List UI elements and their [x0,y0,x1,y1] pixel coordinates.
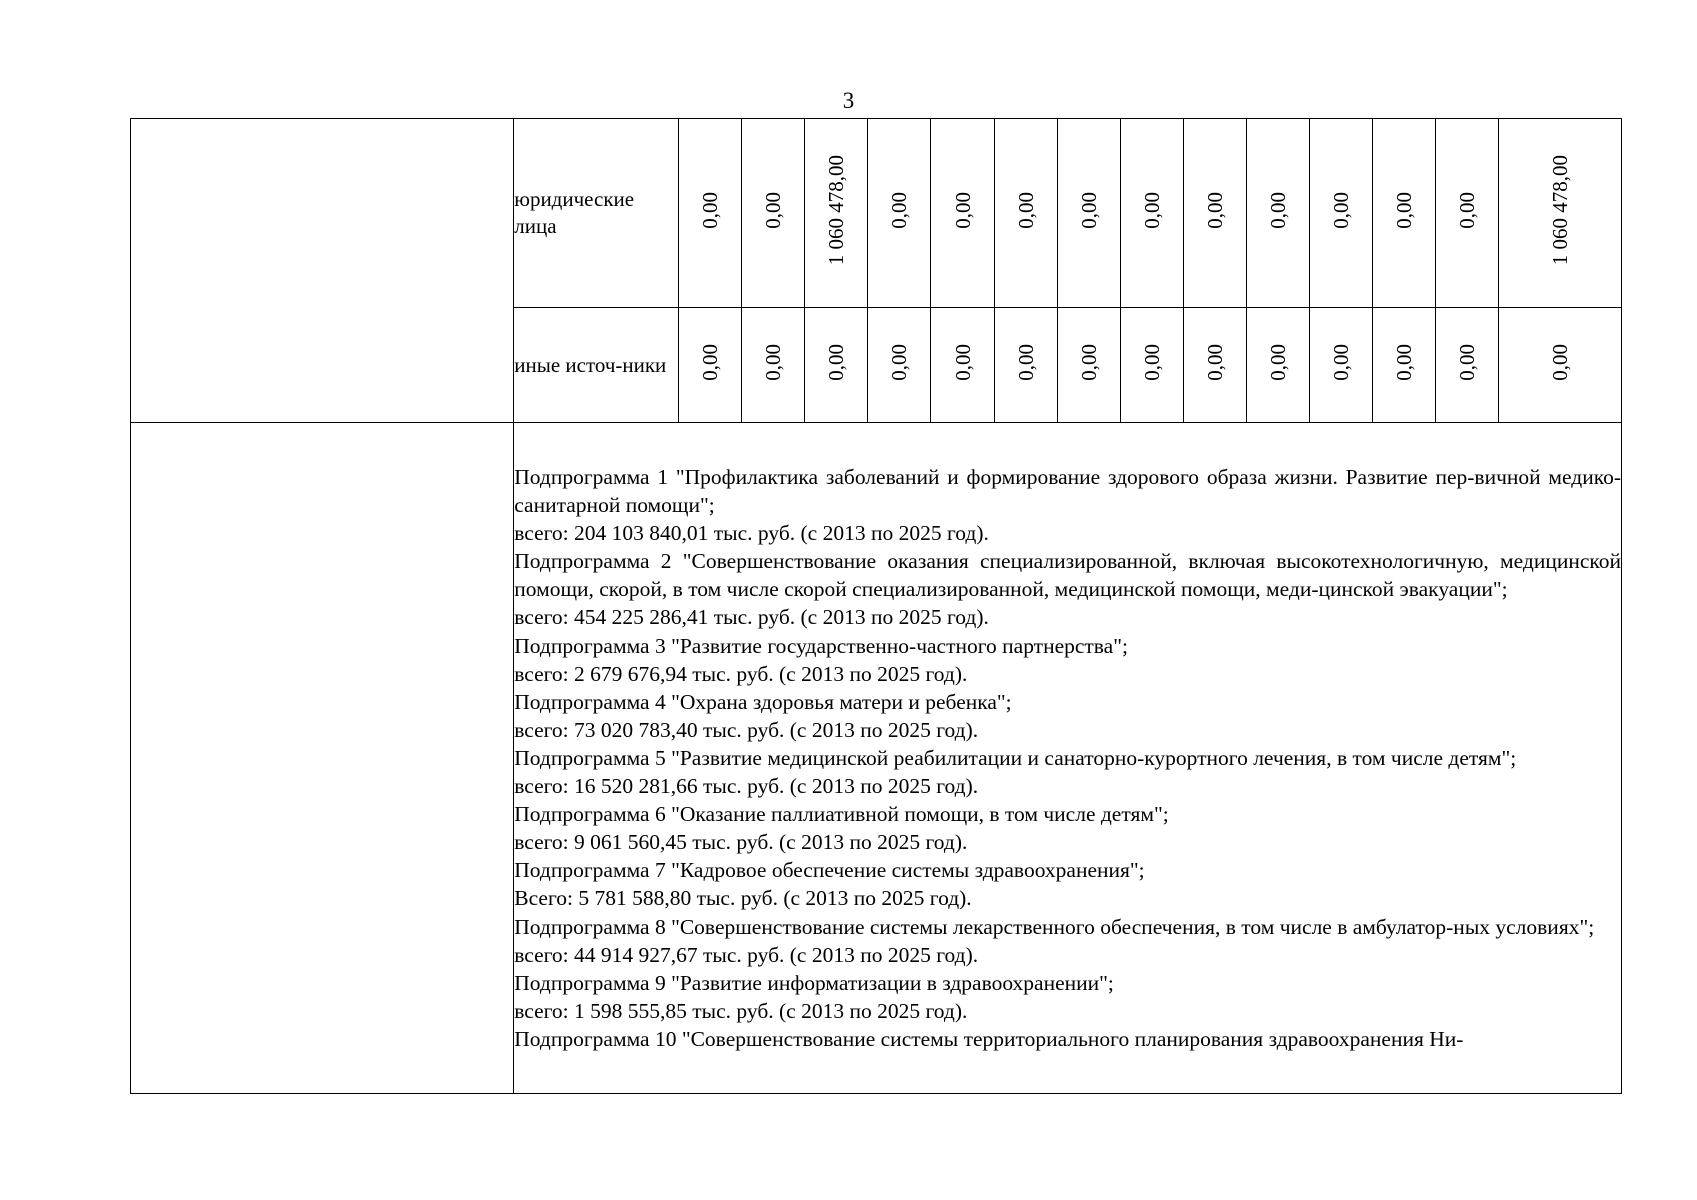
funding-value: 0,00 [1013,192,1038,229]
funding-value: 0,00 [824,344,849,381]
subprogram-title: Подпрограмма 3 "Развитие государственно-частного партнерства"; [514,633,1128,658]
subprogram-title: Подпрограмма 2 "Совершенствование оказания специализированной, включая высокотехнологичную, медицинской помощи, скорой, в том числе скорой специализированной, медицинской помощи, меди-цинской эвакуации"; [514,549,1621,602]
funding-value-cell [1309,308,1372,423]
funding-value: 0,00 [1076,192,1101,229]
subprogram-title: Подпрограмма 8 "Совершенствование системы лекарственного обеспечения, в том числе в амбулатор-ных условиях"; [514,914,1595,939]
funding-value: 0,00 [887,192,912,229]
subprogram-total: всего: 2 679 676,94 тыс. руб. (с 2013 по 2025 год). [514,661,968,686]
funding-value-cell [1120,308,1183,423]
funding-value-cell [1435,308,1498,423]
funding-total-cell [1498,119,1621,308]
row-header-cell [131,119,514,423]
funding-value: 0,00 [1391,344,1416,381]
funding-value-cell [805,308,868,423]
funding-value: 0,00 [1076,344,1101,381]
funding-value: 1 060 478,00 [824,155,849,266]
funding-value-cell [931,119,994,308]
program-funding-table [130,118,1622,1094]
funding-value: 0,00 [887,344,912,381]
subprogram-title: Подпрограмма 1 "Профилактика заболеваний и формирование здорового образа жизни. Развитие пер-вичной медико-санитарной помощи"; [514,465,1621,518]
funding-value-cell [868,119,931,308]
funding-value: 0,00 [950,192,975,229]
funding-value-cell [994,119,1057,308]
subprogram-total: всего: 16 520 281,66 тыс. руб. (с 2013 по 2025 год). [514,774,979,799]
funding-value-cell [1183,119,1246,308]
funding-value: 0,00 [1265,344,1290,381]
subprogram-total: всего: 1 598 555,85 тыс. руб. (с 2013 по 2025 год). [514,998,968,1023]
funding-total-cell [1498,308,1621,423]
funding-value: 0,00 [1202,192,1227,229]
subprogram-title: Подпрограмма 10 "Совершенствование системы территориального планирования здравоохранения Ни- [514,1026,1464,1051]
funding-source-label: юридические лица [514,119,679,308]
subprogram-title: Подпрограмма 4 "Охрана здоровья матери и ребенка"; [514,689,1012,714]
funding-value-cell [805,119,868,308]
funding-value: 0,00 [1139,192,1164,229]
funding-value-cell [1246,119,1309,308]
funding-value-cell [1183,308,1246,423]
funding-value-cell [679,119,742,308]
funding-value: 0,00 [1454,344,1479,381]
funding-value-cell [1120,119,1183,308]
funding-value-cell [1309,119,1372,308]
funding-value-cell [679,308,742,423]
funding-value-cell [1057,119,1120,308]
row-header-cell [131,423,514,1094]
funding-value-cell [1372,308,1435,423]
funding-value: 0,00 [1454,192,1479,229]
page-number: 3 [842,88,855,113]
funding-value-cell [1057,308,1120,423]
funding-row-legal-entities [131,119,1622,308]
subprogram-total: Всего: 5 781 588,80 тыс. руб. (с 2013 по 2025 год). [514,886,972,911]
funding-total: 1 060 478,00 [1547,155,1572,266]
funding-value: 0,00 [1328,192,1353,229]
funding-value-cell [994,308,1057,423]
funding-value: 0,00 [1265,192,1290,229]
funding-value-cell [1246,308,1309,423]
subprogram-total: всего: 44 914 927,67 тыс. руб. (с 2013 по 2025 год). [514,942,979,967]
subprogram-total: всего: 9 061 560,45 тыс. руб. (с 2013 по 2025 год). [514,830,968,855]
funding-value-cell [742,308,805,423]
funding-value: 0,00 [698,192,723,229]
funding-value: 0,00 [1391,192,1416,229]
subprograms-row [131,423,1622,1094]
funding-value-cell [1372,119,1435,308]
funding-value-cell [742,119,805,308]
subprogram-title: Подпрограмма 7 "Кадровое обеспечение системы здравоохранения"; [514,858,1145,883]
subprogram-total: всего: 204 103 840,01 тыс. руб. (с 2013 по 2025 год). [514,521,989,546]
funding-value: 0,00 [950,344,975,381]
subprogram-total: всего: 73 020 783,40 тыс. руб. (с 2013 по 2025 год). [514,717,979,742]
funding-value: 0,00 [1013,344,1038,381]
funding-value: 0,00 [1139,344,1164,381]
funding-value: 0,00 [761,192,786,229]
funding-source-label: иные источ-ники [514,308,679,423]
funding-value: 0,00 [698,344,723,381]
subprogram-title: Подпрограмма 6 "Оказание паллиативной помощи, в том числе детям"; [514,802,1169,827]
funding-value-cell [1435,119,1498,308]
funding-value: 0,00 [761,344,786,381]
funding-value-cell [931,308,994,423]
subprogram-title: Подпрограмма 9 "Развитие информатизации в здравоохранении"; [514,970,1114,995]
funding-value: 0,00 [1328,344,1353,381]
subprograms-list [514,423,1622,1094]
subprogram-total: всего: 454 225 286,41 тыс. руб. (с 2013 по 2025 год). [514,605,989,630]
funding-value: 0,00 [1202,344,1227,381]
subprogram-title: Подпрограмма 5 "Развитие медицинской реабилитации и санаторно-курортного лечения, в том числе детям"; [514,745,1517,770]
funding-value-cell [868,308,931,423]
funding-total: 0,00 [1547,344,1572,381]
